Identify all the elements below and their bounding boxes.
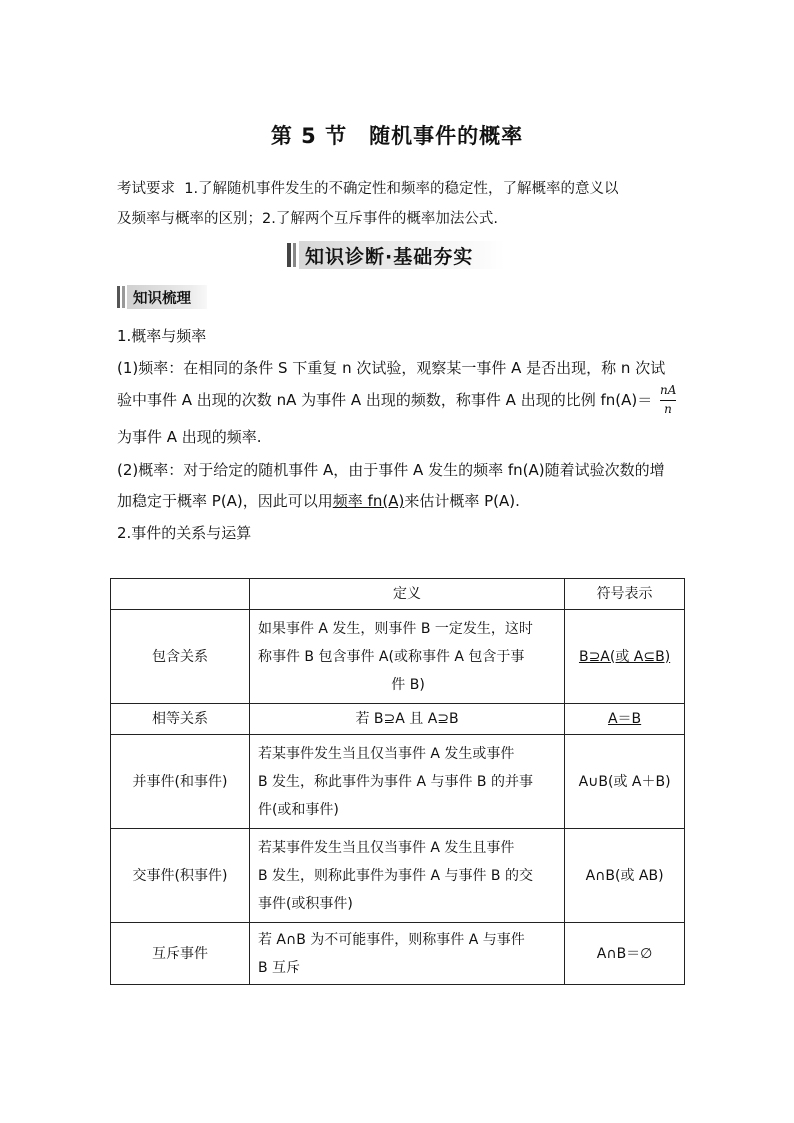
row-name: 包含关系 [111,610,250,704]
section1-p2-line2: 加稳定于概率 P(A)，因此可以用频率 fn(A)来估计概率 P(A). [117,492,520,510]
table-header-cell [111,579,250,610]
row-definition: 若 B⊇A 且 A⊇B [249,704,564,735]
row-name: 并事件(和事件) [111,735,250,829]
row-name: 交事件(积事件) [111,829,250,923]
banner-bar-icon [287,243,291,267]
row-name: 互斥事件 [111,923,250,985]
section1-p1-line1: (1)频率：在相同的条件 S 下重复 n 次试验，观察某一事件 A 是否出现，称 n 次试 [117,359,666,377]
event-relations-table [110,578,685,985]
row-definition: 若某事件发生当且仅当事件 A 发生或事件 B 发生，称此事件为事件 A 与事件 B 的并事 件(或和事件) [249,735,564,829]
table-row [111,923,685,985]
requirement-label: 考试要求 [117,181,175,197]
row-symbol: B⊇A(或 A⊆B) [565,610,685,704]
section2-heading: 2.事件的关系与运算 [117,524,252,542]
row-symbol: A∩B＝∅ [565,923,685,985]
page-title: 第 5 节 随机事件的概率 [270,124,524,148]
row-symbol: A＝B [565,704,685,735]
knowledge-tag [117,285,207,309]
row-definition: 如果事件 A 发生，则事件 B 一定发生，这时 称事件 B 包含事件 A(或称事件 A 包含于事 件 B) [249,610,564,704]
frequency-fraction [660,383,676,416]
section1-p1-line3: 为事件 A 出现的频率. [117,428,262,446]
table-header-cell: 符号表示 [565,579,685,610]
row-name: 相等关系 [111,704,250,735]
section1-heading: 1.概率与频率 [117,327,207,345]
table-row [111,735,685,829]
row-definition: 若某事件发生当且仅当事件 A 发生且事件 B 发生，则称此事件为事件 A 与事件 B 的交 事件(或积事件) [249,829,564,923]
requirement-line-2: 及频率与概率的区别；2.了解两个互斥事件的概率加法公式. [117,211,498,227]
banner-bar-icon-2 [293,243,296,267]
table-header-row [111,579,685,610]
row-definition: 若 A∩B 为不可能事件，则称事件 A 与事件 B 互斥 [249,923,564,985]
knowledge-tag-label: 知识梳理 [133,291,191,307]
underlined-answer: 频率 fn(A) [332,492,405,510]
section-banner [287,241,505,269]
row-symbol: A∪B(或 A＋B) [565,735,685,829]
table-row [111,704,685,735]
row-symbol: A∩B(或 AB) [565,829,685,923]
table-row [111,829,685,923]
requirement-line-1: 考试要求 1.了解随机事件发生的不确定性和频率的稳定性，了解概率的意义以 [117,181,619,197]
fraction-numerator: nA [660,383,677,397]
fraction-denominator: n [664,402,672,416]
section1-p1-line2: 验中事件 A 出现的次数 nA 为事件 A 出现的频数，称事件 A 出现的比例 fn(A)＝ [117,391,653,409]
table-row [111,610,685,704]
section1-p2-line1: (2)概率：对于给定的随机事件 A，由于事件 A 发生的频率 fn(A)随着试验次数的增 [117,461,665,479]
banner-title: 知识诊断·基础夯实 [305,246,474,268]
table-header-cell: 定义 [249,579,564,610]
